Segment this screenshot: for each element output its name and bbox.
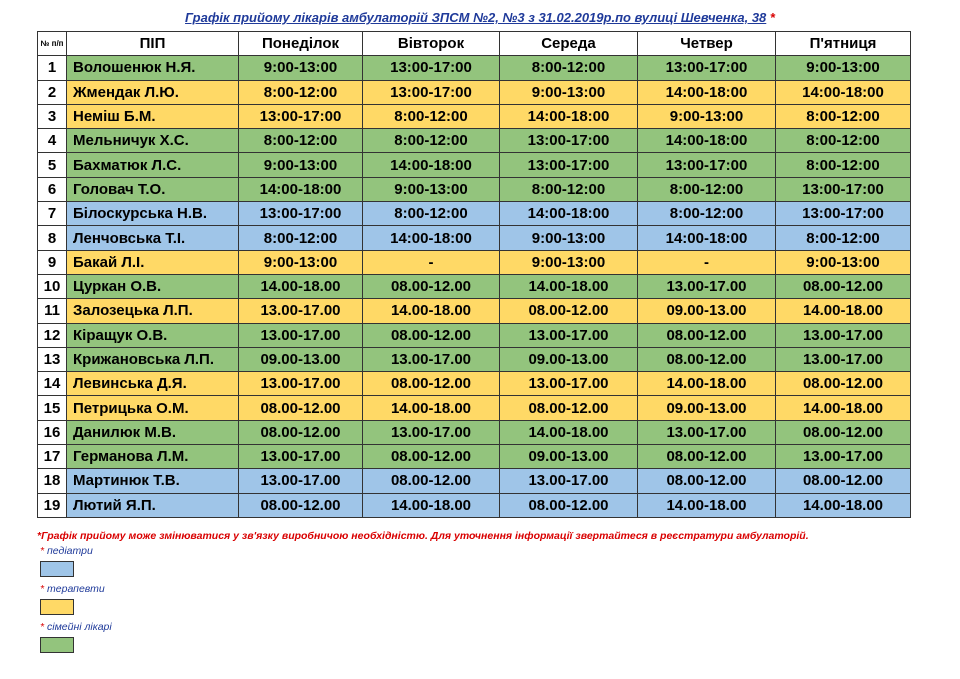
- hours-tuesday: 08.00-12.00: [363, 445, 500, 469]
- doctor-name: Мартинюк Т.В.: [67, 469, 239, 493]
- hours-thursday: 9:00-13:00: [638, 104, 776, 128]
- title-text: Графік прийому лікарів амбулаторій ЗПСМ №2, №3 з 31.02.2019р.по вулиці Шевченка, 38: [185, 10, 767, 25]
- hours-monday: 13:00-17:00: [239, 202, 363, 226]
- hours-friday: 14.00-18.00: [776, 493, 911, 517]
- hours-friday: 13.00-17.00: [776, 445, 911, 469]
- hours-friday: 9:00-13:00: [776, 56, 911, 80]
- doctor-name: Головач Т.О.: [67, 177, 239, 201]
- table-row: [38, 469, 911, 493]
- doctor-name: Волошенюк Н.Я.: [67, 56, 239, 80]
- hours-thursday: 14:00-18:00: [638, 80, 776, 104]
- row-number: 5: [38, 153, 67, 177]
- row-number: 4: [38, 129, 67, 153]
- hours-wednesday: 14:00-18:00: [500, 202, 638, 226]
- hours-monday: 14:00-18:00: [239, 177, 363, 201]
- schedule-note: *Графік прийому може змінюватися у зв'язку виробничою необхідністю. Для уточнення інформації звертайтеся в реєстратури амбулаторій.: [37, 530, 809, 542]
- hours-thursday: 09.00-13.00: [638, 396, 776, 420]
- header-num: № п/п: [38, 32, 67, 56]
- doctor-name: Ленчовська Т.І.: [67, 226, 239, 250]
- hours-thursday: 13:00-17:00: [638, 56, 776, 80]
- doctor-name: Кіращук О.В.: [67, 323, 239, 347]
- doctor-name: Крижановська Л.П.: [67, 347, 239, 371]
- hours-monday: 13:00-17:00: [239, 104, 363, 128]
- hours-thursday: 8:00-12:00: [638, 177, 776, 201]
- hours-wednesday: 13:00-17:00: [500, 129, 638, 153]
- doctor-name: Бакай Л.І.: [67, 250, 239, 274]
- row-number: 17: [38, 445, 67, 469]
- hours-friday: 14.00-18.00: [776, 396, 911, 420]
- hours-wednesday: 14.00-18.00: [500, 274, 638, 298]
- hours-thursday: 13.00-17.00: [638, 274, 776, 298]
- hours-wednesday: 13.00-17.00: [500, 469, 638, 493]
- table-row: [38, 396, 911, 420]
- doctor-name: Левинська Д.Я.: [67, 372, 239, 396]
- hours-tuesday: 8:00-12:00: [363, 104, 500, 128]
- hours-wednesday: 13:00-17:00: [500, 153, 638, 177]
- hours-friday: 8:00-12:00: [776, 226, 911, 250]
- table-row: [38, 493, 911, 517]
- doctor-name: Германова Л.М.: [67, 445, 239, 469]
- hours-tuesday: 08.00-12.00: [363, 372, 500, 396]
- table-row: [38, 177, 911, 201]
- hours-tuesday: 13:00-17:00: [363, 56, 500, 80]
- doctor-name: Залозецька Л.П.: [67, 299, 239, 323]
- doctor-name: Мельничук Х.С.: [67, 129, 239, 153]
- hours-monday: 9:00-13:00: [239, 56, 363, 80]
- row-number: 7: [38, 202, 67, 226]
- hours-thursday: 14.00-18.00: [638, 493, 776, 517]
- hours-wednesday: 9:00-13:00: [500, 80, 638, 104]
- row-number: 12: [38, 323, 67, 347]
- row-number: 14: [38, 372, 67, 396]
- table-row: [38, 445, 911, 469]
- header-thursday: Четвер: [638, 32, 776, 56]
- hours-thursday: 8:00-12:00: [638, 202, 776, 226]
- title-star: *: [769, 10, 775, 25]
- hours-wednesday: 08.00-12.00: [500, 299, 638, 323]
- doctor-name: Білоскурська Н.В.: [67, 202, 239, 226]
- hours-thursday: 08.00-12.00: [638, 469, 776, 493]
- row-number: 6: [38, 177, 67, 201]
- hours-friday: 13.00-17.00: [776, 323, 911, 347]
- hours-friday: 9:00-13:00: [776, 250, 911, 274]
- hours-wednesday: 9:00-13:00: [500, 226, 638, 250]
- row-number: 8: [38, 226, 67, 250]
- hours-tuesday: -: [363, 250, 500, 274]
- hours-friday: 8:00-12:00: [776, 104, 911, 128]
- table-row: [38, 347, 911, 371]
- hours-tuesday: 14.00-18.00: [363, 299, 500, 323]
- hours-monday: 13.00-17.00: [239, 372, 363, 396]
- hours-tuesday: 08.00-12.00: [363, 469, 500, 493]
- hours-tuesday: 13.00-17.00: [363, 347, 500, 371]
- row-number: 18: [38, 469, 67, 493]
- row-number: 9: [38, 250, 67, 274]
- hours-wednesday: 13.00-17.00: [500, 323, 638, 347]
- hours-thursday: 09.00-13.00: [638, 299, 776, 323]
- hours-monday: 08.00-12.00: [239, 396, 363, 420]
- hours-friday: 13.00-17.00: [776, 347, 911, 371]
- hours-thursday: 13.00-17.00: [638, 420, 776, 444]
- row-number: 1: [38, 56, 67, 80]
- hours-wednesday: 09.00-13.00: [500, 347, 638, 371]
- hours-thursday: 14:00-18:00: [638, 226, 776, 250]
- hours-tuesday: 08.00-12.00: [363, 274, 500, 298]
- table-row: [38, 299, 911, 323]
- table-row: [38, 372, 911, 396]
- hours-monday: 8:00-12:00: [239, 129, 363, 153]
- hours-thursday: 13:00-17:00: [638, 153, 776, 177]
- hours-tuesday: 14:00-18:00: [363, 226, 500, 250]
- hours-monday: 8:00-12:00: [239, 80, 363, 104]
- hours-monday: 13.00-17.00: [239, 445, 363, 469]
- doctor-name: Цуркан О.В.: [67, 274, 239, 298]
- table-row: [38, 104, 911, 128]
- hours-wednesday: 14.00-18.00: [500, 420, 638, 444]
- row-number: 3: [38, 104, 67, 128]
- hours-tuesday: 8:00-12:00: [363, 129, 500, 153]
- hours-friday: 14:00-18:00: [776, 80, 911, 104]
- hours-monday: 8:00-12:00: [239, 226, 363, 250]
- hours-wednesday: 13.00-17.00: [500, 372, 638, 396]
- hours-tuesday: 14.00-18.00: [363, 396, 500, 420]
- schedule-table: [37, 31, 911, 518]
- hours-monday: 14.00-18.00: [239, 274, 363, 298]
- hours-wednesday: 08.00-12.00: [500, 493, 638, 517]
- header-friday: П'ятниця: [776, 32, 911, 56]
- row-number: 16: [38, 420, 67, 444]
- hours-monday: 9:00-13:00: [239, 250, 363, 274]
- doctor-name: Бахматюк Л.С.: [67, 153, 239, 177]
- header-wednesday: Середа: [500, 32, 638, 56]
- hours-monday: 13.00-17.00: [239, 299, 363, 323]
- hours-tuesday: 9:00-13:00: [363, 177, 500, 201]
- hours-thursday: 14.00-18.00: [638, 372, 776, 396]
- hours-tuesday: 14.00-18.00: [363, 493, 500, 517]
- hours-monday: 08.00-12.00: [239, 493, 363, 517]
- doctor-name: Жмендак Л.Ю.: [67, 80, 239, 104]
- legend-label-therapists: * терапевти: [40, 583, 105, 595]
- hours-wednesday: 8:00-12:00: [500, 177, 638, 201]
- hours-monday: 13.00-17.00: [239, 323, 363, 347]
- header-row: [38, 32, 911, 56]
- table-row: [38, 250, 911, 274]
- legend-label-family-doctors: * сімейні лікарі: [40, 621, 112, 633]
- hours-wednesday: 9:00-13:00: [500, 250, 638, 274]
- row-number: 19: [38, 493, 67, 517]
- hours-wednesday: 14:00-18:00: [500, 104, 638, 128]
- doctor-name: Неміш Б.М.: [67, 104, 239, 128]
- hours-friday: 08.00-12.00: [776, 372, 911, 396]
- table-row: [38, 80, 911, 104]
- hours-friday: 08.00-12.00: [776, 469, 911, 493]
- header-tuesday: Вівторок: [363, 32, 500, 56]
- hours-friday: 13:00-17:00: [776, 202, 911, 226]
- row-number: 15: [38, 396, 67, 420]
- table-row: [38, 274, 911, 298]
- hours-tuesday: 08.00-12.00: [363, 323, 500, 347]
- page-title: [0, 10, 960, 25]
- doctor-name: Петрицька О.М.: [67, 396, 239, 420]
- hours-thursday: 14:00-18:00: [638, 129, 776, 153]
- legend-swatch-pediatricians: [40, 561, 74, 577]
- row-number: 11: [38, 299, 67, 323]
- hours-tuesday: 8:00-12:00: [363, 202, 500, 226]
- hours-friday: 13:00-17:00: [776, 177, 911, 201]
- hours-wednesday: 08.00-12.00: [500, 396, 638, 420]
- row-number: 2: [38, 80, 67, 104]
- table-row: [38, 202, 911, 226]
- hours-friday: 08.00-12.00: [776, 420, 911, 444]
- table-row: [38, 129, 911, 153]
- doctor-name: Данилюк М.В.: [67, 420, 239, 444]
- legend-label-pediatricians: * педіатри: [40, 545, 93, 557]
- hours-thursday: 08.00-12.00: [638, 445, 776, 469]
- hours-thursday: -: [638, 250, 776, 274]
- table-row: [38, 226, 911, 250]
- table-row: [38, 420, 911, 444]
- doctor-name: Лютий Я.П.: [67, 493, 239, 517]
- hours-monday: 08.00-12.00: [239, 420, 363, 444]
- hours-wednesday: 8:00-12:00: [500, 56, 638, 80]
- hours-monday: 9:00-13:00: [239, 153, 363, 177]
- table-row: [38, 153, 911, 177]
- hours-tuesday: 14:00-18:00: [363, 153, 500, 177]
- table-row: [38, 323, 911, 347]
- legend-swatch-therapists: [40, 599, 74, 615]
- hours-thursday: 08.00-12.00: [638, 323, 776, 347]
- hours-friday: 8:00-12:00: [776, 153, 911, 177]
- hours-wednesday: 09.00-13.00: [500, 445, 638, 469]
- hours-friday: 14.00-18.00: [776, 299, 911, 323]
- row-number: 13: [38, 347, 67, 371]
- hours-friday: 8:00-12:00: [776, 129, 911, 153]
- legend-swatch-family-doctors: [40, 637, 74, 653]
- hours-thursday: 08.00-12.00: [638, 347, 776, 371]
- header-name: ПІП: [67, 32, 239, 56]
- hours-monday: 13.00-17.00: [239, 469, 363, 493]
- hours-monday: 09.00-13.00: [239, 347, 363, 371]
- header-monday: Понеділок: [239, 32, 363, 56]
- hours-tuesday: 13:00-17:00: [363, 80, 500, 104]
- row-number: 10: [38, 274, 67, 298]
- hours-friday: 08.00-12.00: [776, 274, 911, 298]
- hours-tuesday: 13.00-17.00: [363, 420, 500, 444]
- table-row: [38, 56, 911, 80]
